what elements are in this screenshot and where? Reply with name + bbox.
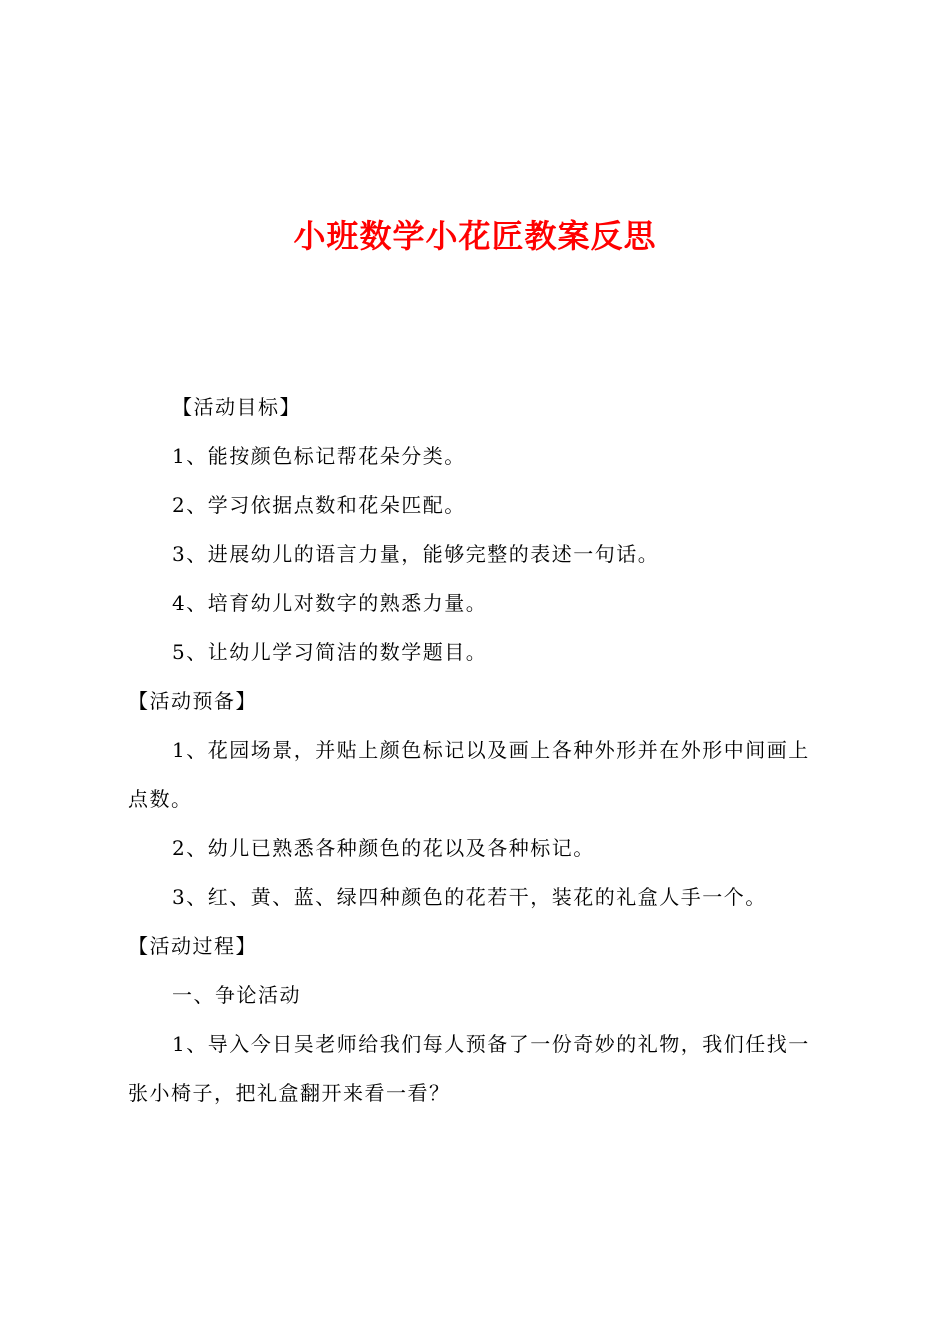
document-body <box>128 395 833 1130</box>
preparation-item-1-line1: 1、花园场景，并贴上颜色标记以及画上各种外形并在外形中间画上 <box>172 738 810 762</box>
section-heading-process: 【活动过程】 <box>128 934 257 958</box>
preparation-item-3: 3、红、黄、蓝、绿四种颜色的花若干，装花的礼盒人手一个。 <box>172 885 767 909</box>
process-item-1-line1: 1、导入今日吴老师给我们每人预备了一份奇妙的礼物，我们任找一 <box>172 1032 810 1056</box>
preparation-item-2: 2、幼儿已熟悉各种颜色的花以及各种标记。 <box>172 836 595 860</box>
document-title: 小班数学小花匠教案反思 <box>293 217 657 255</box>
goal-item-5: 5、让幼儿学习简洁的数学题目。 <box>172 640 488 664</box>
process-subheading: 一、争论活动 <box>172 983 301 1007</box>
preparation-item-1 <box>128 738 833 811</box>
process-item-1 <box>128 1032 833 1105</box>
section-heading-goals: 【活动目标】 <box>172 395 301 419</box>
goal-item-3: 3、进展幼儿的语言力量，能够完整的表述一句话。 <box>172 542 660 566</box>
goal-item-2: 2、学习依据点数和花朵匹配。 <box>172 493 466 517</box>
goal-item-4: 4、培育幼儿对数字的熟悉力量。 <box>172 591 488 615</box>
preparation-item-1-line2: 点数。 <box>128 787 193 811</box>
process-item-1-line2: 张小椅子，把礼盒翻开来看一看？ <box>128 1081 451 1105</box>
section-heading-preparation: 【活动预备】 <box>128 689 257 713</box>
goal-item-1: 1、能按颜色标记帮花朵分类。 <box>172 444 466 468</box>
